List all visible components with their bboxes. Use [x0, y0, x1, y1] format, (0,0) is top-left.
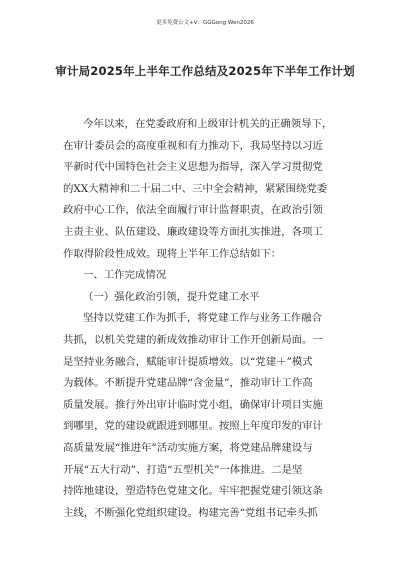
paragraph-line: 平新时代中国特色社会主义思想为指导，深入学习贯彻党	[63, 161, 323, 174]
paragraph-line: 为载体。不断提升党建品牌“含金量”，推动审计工作高	[63, 377, 313, 390]
paragraph-line: 共抓，以机关党建的新成效推动审计工作开创新局面。一	[63, 333, 323, 346]
paragraph-line: 开展“五大行动”、打造“五型机关”一体推进。二是坚	[63, 463, 303, 476]
paragraph-line: 是坚持业务融合，赋能审计提质增效。以“党建＋”模式	[63, 355, 313, 368]
paragraph-line: 高质量发展“推进年”活动实施方案，将党建品牌建设与	[63, 441, 313, 454]
header-note: 更多免费公文+V：GGGong Wen2026	[156, 20, 254, 26]
document-title: 审计局2025年上半年工作总结及2025年下半年工作计划	[55, 64, 355, 78]
paragraph-line: 主责主业、队伍建设、廉政建设等方面扎实推进，各项工	[63, 225, 323, 238]
paragraph-line: 持阵地建设，塑造特色党建文化。牢牢把握党建引领这条	[63, 485, 323, 498]
paragraph-line: 到哪里，党的建设就跟进到哪里。按照上年度印发的审计	[63, 420, 323, 433]
paragraph-line: 主线，不断强化党组织建设。构建完善“党组书记牵头抓	[63, 506, 318, 519]
paragraph-line: 坚持以党建工作为抓手，将党建工作与业务工作融合	[83, 312, 322, 325]
paragraph-line: 的XX大精神和二十届二中、三中全会精神，紧紧围绕党委	[63, 182, 328, 195]
paragraph-line: 今年以来，在党委政府和上级审计机关的正确领导下，	[83, 118, 333, 130]
paragraph-line: 质量发展。推行外出审计临时党小组，确保审计项目实施	[63, 398, 323, 411]
section-heading: 一、工作完成情况	[83, 269, 167, 282]
subsection-heading: （一）强化政治引领，提升党建工水平	[83, 290, 260, 303]
paragraph-line: 政府中心工作，依法全面履行审计监督职责，在政治引领	[63, 204, 323, 217]
document-body	[63, 114, 349, 524]
paragraph-line: 作取得阶段性成效。现将上半年工作总结如下：	[63, 247, 282, 260]
paragraph-line: 在审计委员会的高度重视和有力推动下，我局坚持以习近	[63, 139, 323, 152]
